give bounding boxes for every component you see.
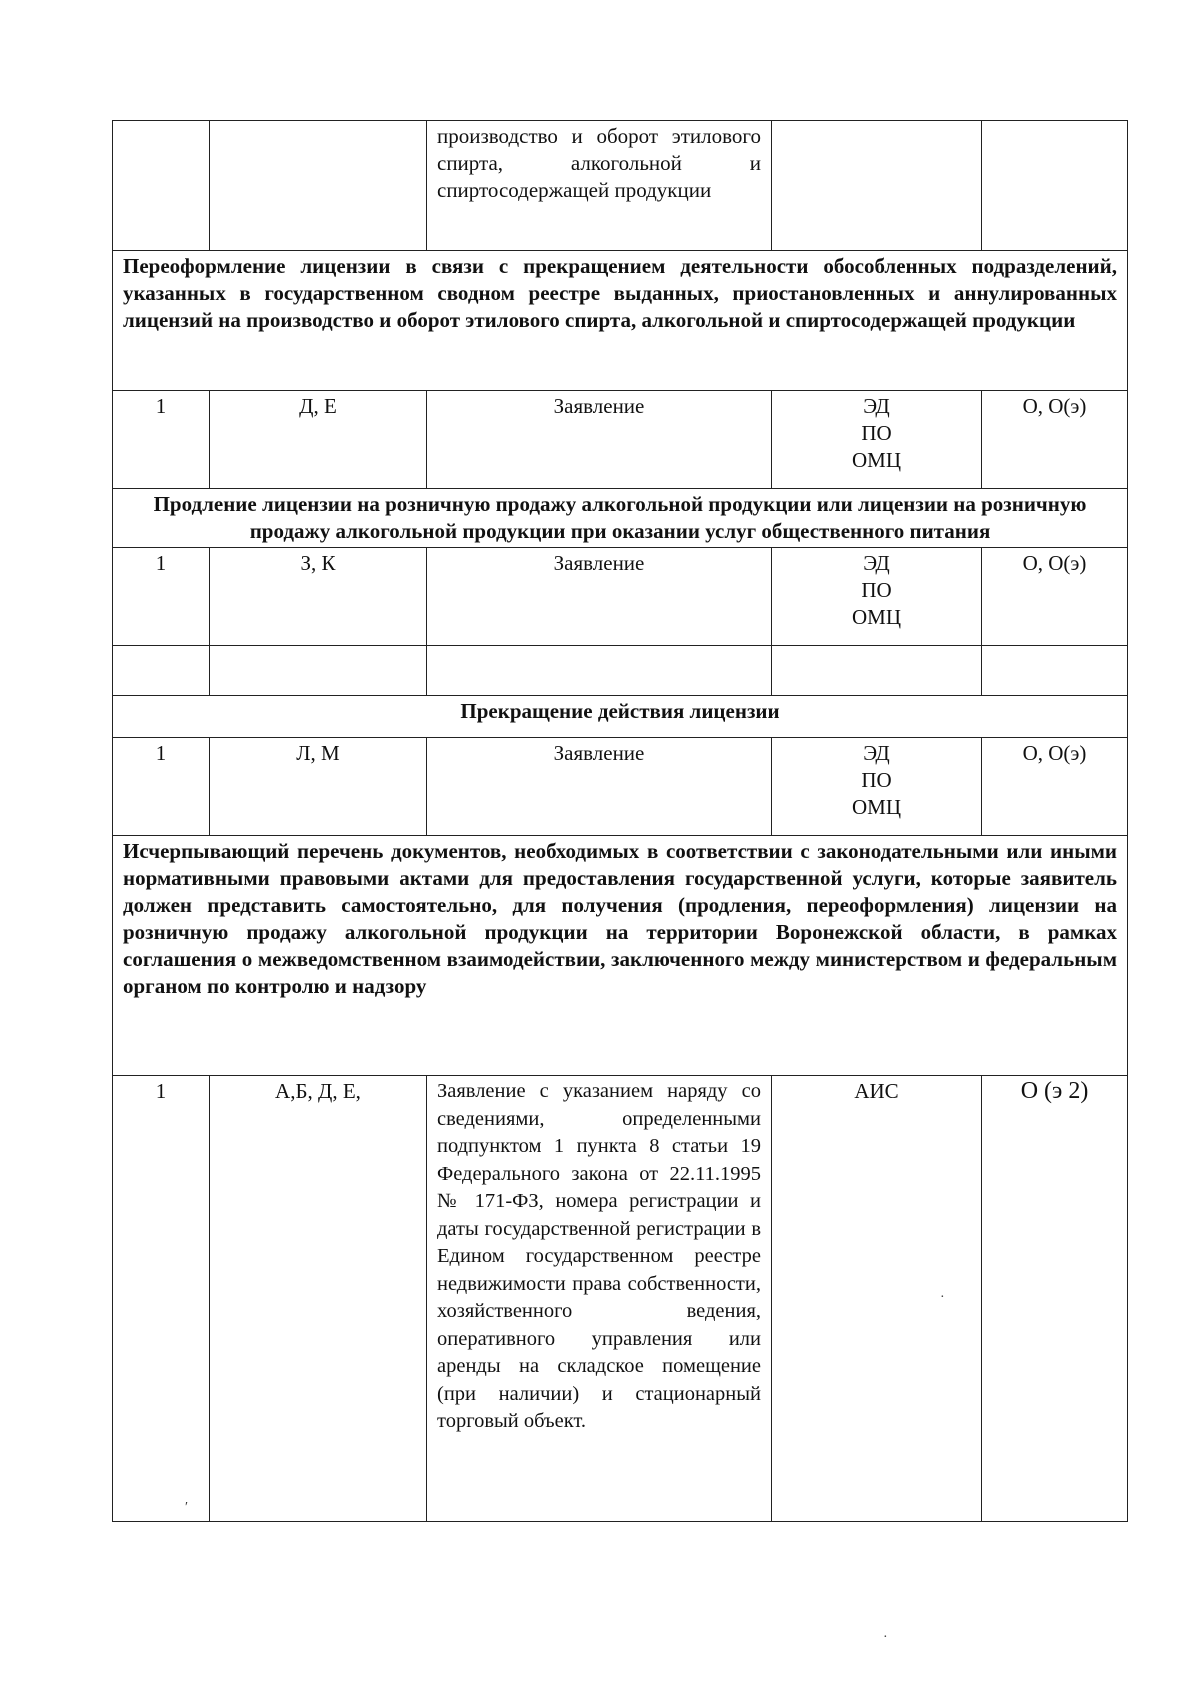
section-heading-row <box>113 489 1128 548</box>
section-heading-reissue: Переоформление лицензии в связи с прекращением деятельности обособленных подразделений, указанных в государственном сводном реестре выданных, приостановленных и аннулированных лицензий на производство и оборот этилового спирта, алкогольной и спиртосодержащей продукции <box>113 251 1128 391</box>
empty-cell <box>982 646 1128 696</box>
table-row-empty <box>113 646 1128 696</box>
document-name: Заявление <box>427 548 772 646</box>
applicant-codes: З, К <box>210 548 427 646</box>
result-form: О, О(э) <box>982 391 1128 489</box>
empty-cell <box>113 646 210 696</box>
method-po: ПО <box>861 768 892 792</box>
table-row <box>113 738 1128 836</box>
empty-cell <box>427 646 772 696</box>
submission-methods-cell <box>772 121 982 251</box>
row-number: 1 <box>113 1076 210 1522</box>
method-omc: ОМЦ <box>851 795 901 819</box>
method-po: ПО <box>861 578 892 602</box>
table-row <box>113 1076 1128 1522</box>
section-heading-extension: Продление лицензии на розничную продажу алкогольной продукции или лицензии на розничную продажу алкогольной продукции при оказании услуг общественного питания <box>113 489 1128 548</box>
row-number-cell <box>113 121 210 251</box>
result-form: О, О(э) <box>982 738 1128 836</box>
document-cell: производство и оборот этилового спирта, алкогольной и спиртосодержащей продукции <box>427 121 772 251</box>
scan-speck: · <box>940 1290 945 1305</box>
document-name: Заявление <box>427 738 772 836</box>
method-ed: ЭД <box>863 394 890 418</box>
table-row <box>113 121 1128 251</box>
row-number: 1 <box>113 738 210 836</box>
result-cell <box>982 121 1128 251</box>
applicant-codes: А,Б, Д, Е, <box>210 1076 427 1522</box>
applicant-codes: Л, М <box>210 738 427 836</box>
section-heading-row <box>113 251 1128 391</box>
row-number: 1 <box>113 548 210 646</box>
row-number: 1 <box>113 391 210 489</box>
empty-cell <box>210 646 427 696</box>
table-row <box>113 548 1128 646</box>
applicant-codes: Д, Е <box>210 391 427 489</box>
section-heading-termination: Прекращение действия лицензии <box>113 696 1128 738</box>
codes-cell <box>210 121 427 251</box>
table-row <box>113 391 1128 489</box>
method-omc: ОМЦ <box>851 605 901 629</box>
scan-speck: ′ <box>185 1500 189 1515</box>
result-form: О (э 2) <box>982 1076 1128 1522</box>
document-description: Заявление с указанием наряду со сведениями, определенными подпунктом 1 пункта 8 статьи 19 Федерального закона от 22.11.1995 № 171-ФЗ, номера регистрации и даты государственной регистрации в Едином государственном реестре недвижимости права собственности, хозяйственного ведения, оперативного управления или аренды на складское помещение (при наличии) и стационарный торговый объект. <box>427 1076 772 1522</box>
method-ed: ЭД <box>863 551 890 575</box>
documents-table <box>112 120 1128 1522</box>
method-po: ПО <box>861 421 892 445</box>
submission-methods <box>772 391 982 489</box>
method-ed: ЭД <box>863 741 890 765</box>
method-omc: ОМЦ <box>851 448 901 472</box>
submission-methods <box>772 548 982 646</box>
empty-cell <box>772 646 982 696</box>
submission-methods <box>772 738 982 836</box>
document-name: Заявление <box>427 391 772 489</box>
section-heading-interagency: Исчерпывающий перечень документов, необходимых в соответствии с законодательными или иными нормативными правовыми актами для предоставления государственной услуги, которые заявитель должен представить самостоятельно, для получения (продления, переоформления) лицензии на розничную продажу алкогольной продукции на территории Воронежской области, в рамках соглашения о межведомственном взаимодействии, заключенного между министерством и федеральным органом по контролю и надзору <box>113 836 1128 1076</box>
section-heading-row <box>113 696 1128 738</box>
submission-methods: АИС <box>772 1076 982 1522</box>
section-heading-row <box>113 836 1128 1076</box>
scan-speck: · <box>883 1630 888 1645</box>
result-form: О, О(э) <box>982 548 1128 646</box>
